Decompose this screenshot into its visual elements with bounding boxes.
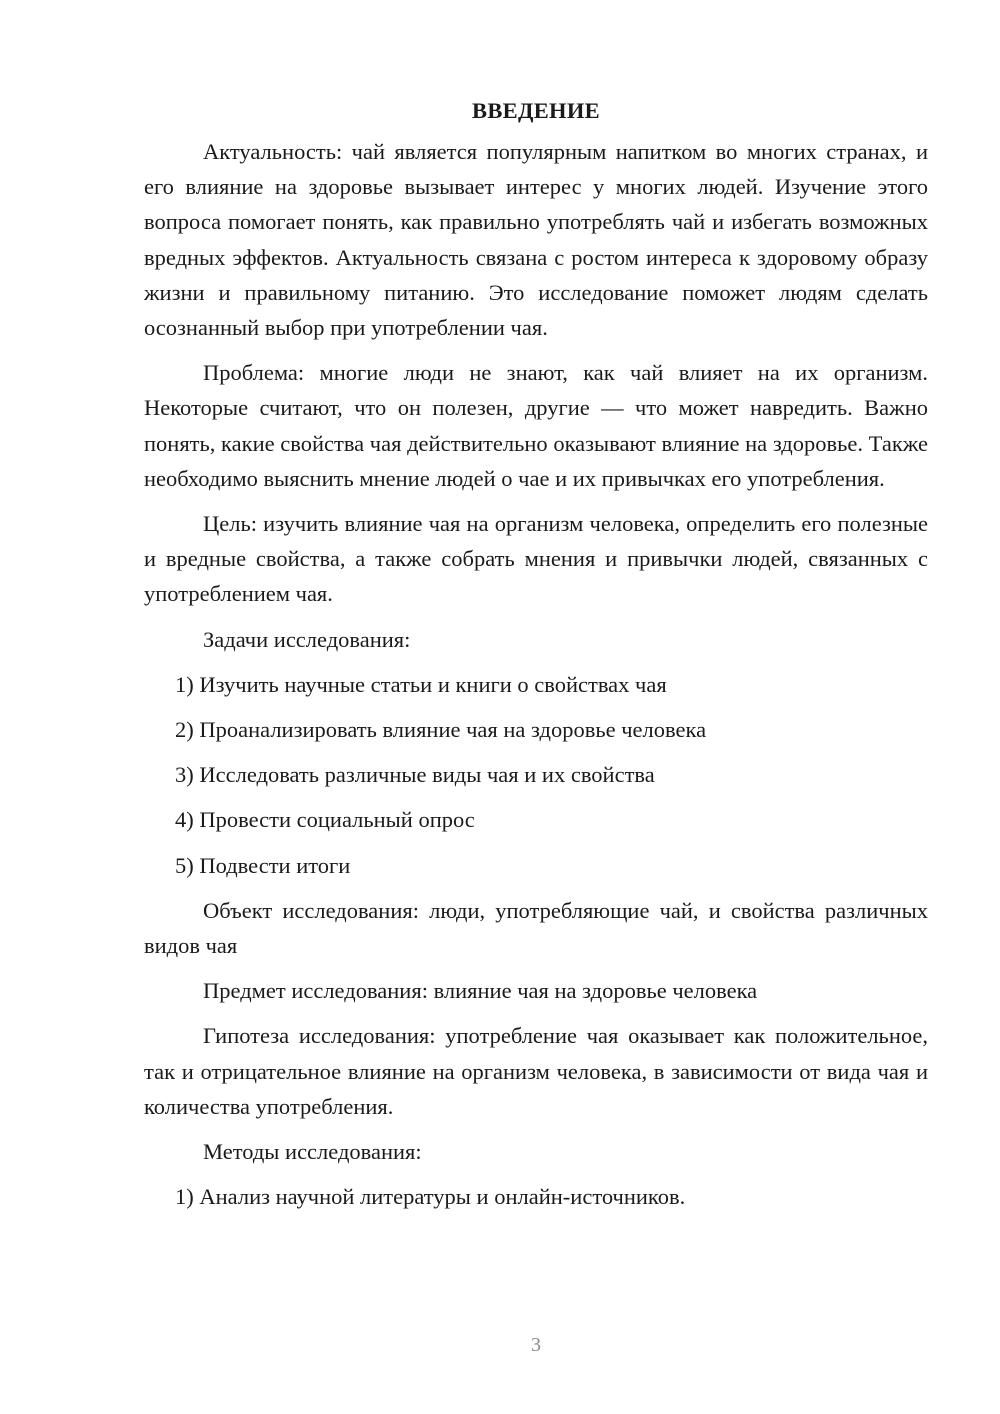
method-item: 1) Анализ научной литературы и онлайн-источников. — [175, 1184, 686, 1210]
task-item: 5) Подвести итоги — [175, 852, 351, 878]
section-title: ВВЕДЕНИЕ — [472, 98, 600, 123]
task-item: 3) Исследовать различные виды чая и их свойства — [175, 762, 655, 788]
relevance-paragraph: Актуальность: чай является популярным напитком во многих странах, и его влияние на здоровье вызывает интерес у многих людей. Изучение этого вопроса помогает понять, как правильно употреблять чай и избегать возможных вредных эффектов. Актуальность связана с ростом интереса к здоровому образу жизни и правильному питанию. Это исследование поможет людям сделать осознанный выбор при употреблении чая. — [144, 139, 928, 341]
tasks-heading: Задачи исследования: — [203, 626, 411, 652]
goal-paragraph: Цель: изучить влияние чая на организм человека, определить его полезные и вредные свойства, а также собрать мнения и привычки людей, связанных с употреблением чая. — [144, 511, 928, 607]
object-paragraph: Объект исследования: люди, употребляющие чай, и свойства различных видов чая — [144, 897, 928, 959]
page-number: 3 — [531, 1334, 541, 1356]
document-page — [144, 96, 928, 1224]
task-item: 4) Провести социальный опрос — [175, 807, 475, 833]
hypothesis-paragraph: Гипотеза исследования: употребление чая оказывает как положительное, так и отрицательное влияние на организм человека, в зависимости от вида чая и количества употребления. — [144, 1023, 928, 1119]
problem-paragraph: Проблема: многие люди не знают, как чай влияет на их организм. Некоторые считают, что он полезен, другие — что может навредить. Важно понять, какие свойства чая действительно оказывают влияние на здоровье. Также необходимо выяснить мнение людей о чае и их привычках его употребления. — [144, 360, 928, 491]
methods-heading: Методы исследования: — [203, 1139, 422, 1165]
task-item: 1) Изучить научные статьи и книги о свойствах чая — [175, 671, 667, 697]
subject-paragraph: Предмет исследования: влияние чая на здоровье человека — [203, 978, 758, 1004]
task-item: 2) Проанализировать влияние чая на здоровье человека — [175, 717, 707, 743]
